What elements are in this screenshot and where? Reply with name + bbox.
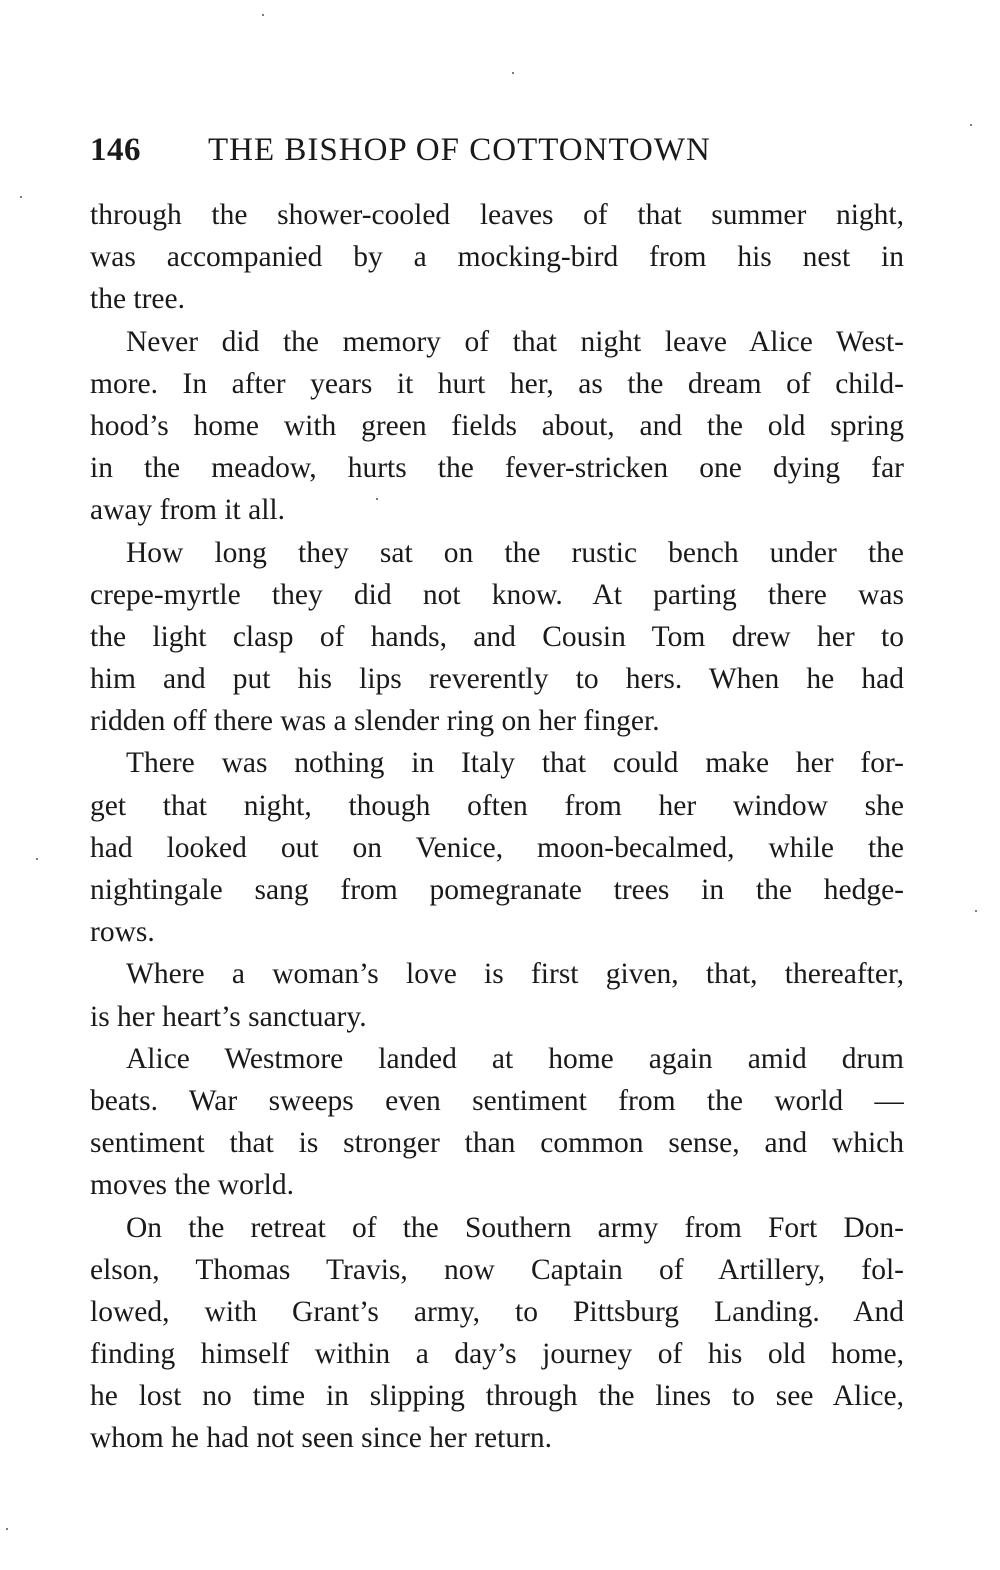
text-line: sentiment that is stronger than common sense, and which: [90, 1127, 904, 1160]
text-line: nightingale sang from pomegranate trees in the hedge-: [90, 874, 904, 906]
paragraph: [90, 194, 904, 321]
text-line: he lost no time in slipping through the lines to see Alice,: [90, 1380, 904, 1413]
text-line: rows.: [90, 916, 155, 949]
text-line: How long they sat on the rustic bench under the: [126, 536, 904, 569]
scan-speck: [975, 910, 977, 912]
text-line: had looked out on Venice, moon-becalmed, while the: [90, 831, 904, 864]
paragraph: [90, 532, 904, 743]
text-line: hood’s home with green fields about, and the old spring: [90, 409, 904, 442]
text-line: Never did the memory of that night leave Alice West-: [126, 325, 904, 358]
scan-speck: [512, 72, 514, 74]
scan-speck: [262, 14, 264, 16]
text-line: Where a woman’s love is first given, that, thereafter,: [126, 958, 904, 991]
paragraph: [90, 321, 904, 532]
scan-speck: [970, 124, 972, 126]
text-line: There was nothing in Italy that could make her for-: [126, 747, 904, 780]
text-line: finding himself within a day’s journey of his old home,: [90, 1338, 904, 1371]
text-line: through the shower-cooled leaves of that summer night,: [90, 199, 904, 231]
text-line: him and put his lips reverently to hers. When he had: [90, 663, 904, 696]
text-line: more. In after years it hurt her, as the dream of child-: [90, 367, 904, 400]
scan-speck: [36, 858, 38, 860]
text-line: get that night, though often from her window she: [90, 789, 904, 822]
paragraph: [90, 1038, 904, 1207]
text-line: crepe-myrtle they did not know. At parting there was: [90, 578, 904, 611]
scan-speck: [20, 196, 22, 198]
text-line: elson, Thomas Travis, now Captain of Artillery, fol-: [90, 1253, 904, 1286]
page-number: 146: [90, 132, 141, 168]
text-line: whom he had not seen since her return.: [90, 1422, 553, 1455]
text-line: is her heart’s sanctuary.: [90, 1000, 367, 1033]
text-line: away from it all.: [90, 494, 285, 527]
paragraph: [90, 1207, 904, 1460]
text-line: in the meadow, hurts the fever-stricken one dying far: [90, 452, 904, 485]
paragraph: [90, 953, 904, 1037]
scan-speck: [6, 1528, 8, 1530]
text-line: moves the world.: [90, 1169, 295, 1202]
text-line: beats. War sweeps even sentiment from the world —: [90, 1084, 904, 1117]
paragraph: [90, 742, 904, 953]
scan-speck: [376, 498, 378, 500]
text-line: the light clasp of hands, and Cousin Tom drew her to: [90, 620, 904, 653]
running-title: THE BISHOP OF COTTONTOWN: [208, 132, 711, 168]
text-line: On the retreat of the Southern army from Fort Don-: [126, 1211, 904, 1244]
text-line: Alice Westmore landed at home again amid drum: [126, 1042, 904, 1075]
text-line: was accompanied by a mocking-bird from his nest in: [90, 241, 904, 274]
body-text: [90, 194, 904, 1460]
text-line: the tree.: [90, 283, 185, 316]
text-line: ridden off there was a slender ring on her finger.: [90, 705, 660, 738]
text-line: lowed, with Grant’s army, to Pittsburg Landing. And: [90, 1295, 904, 1328]
running-head: [90, 128, 910, 172]
